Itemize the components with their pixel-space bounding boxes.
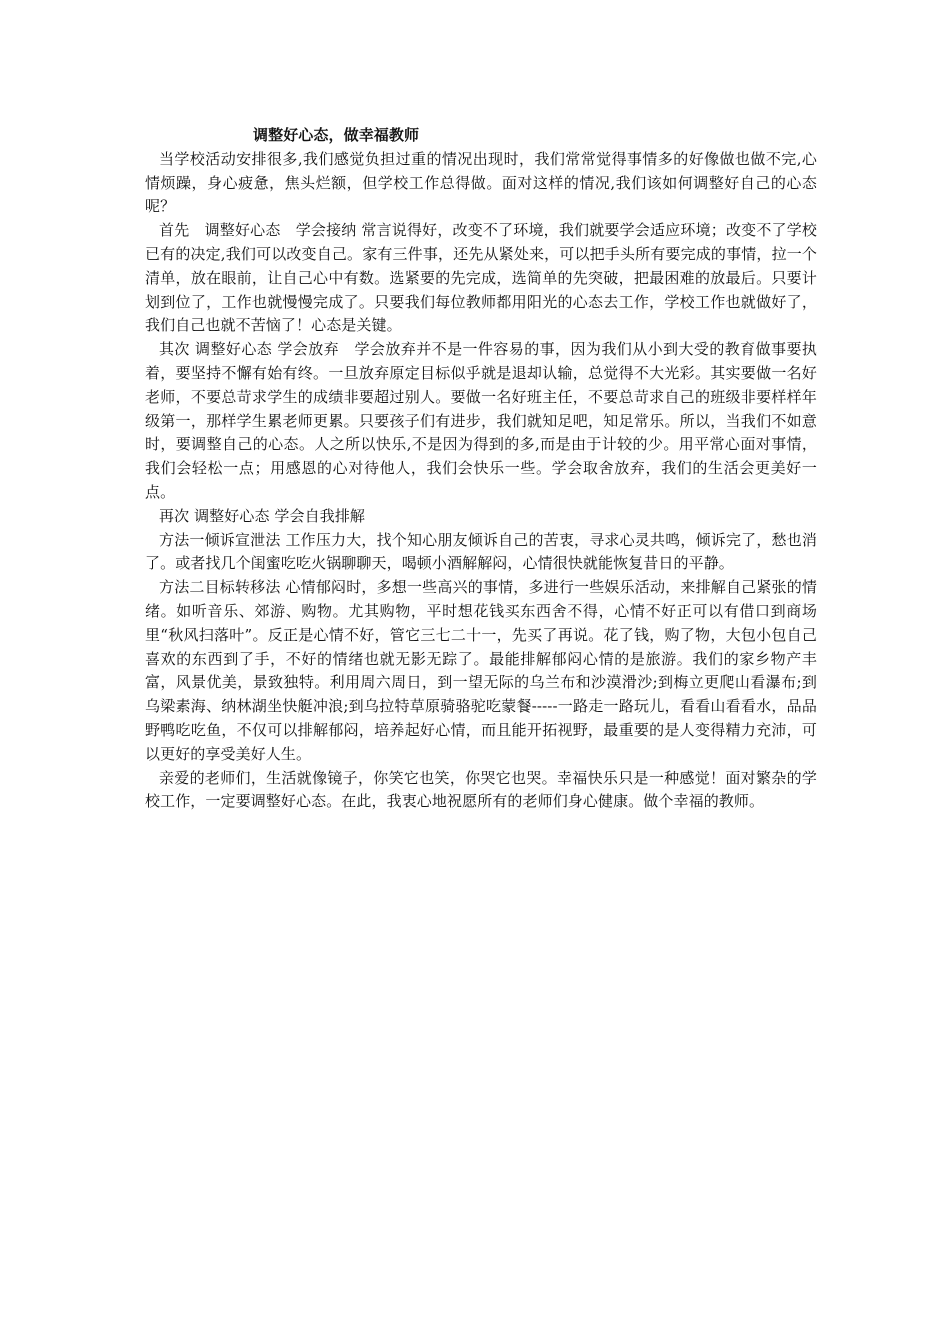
paragraph-method-one: 方法一倾诉宣泄法 工作压力大，找个知心朋友倾诉自己的苦衷，寻求心灵共鸣，倾诉完了，愁也消了。或者找几个闺蜜吃吃火锅聊聊天，喝顿小酒解解闷，心情很快就能恢复昔日的平静。 [145,530,817,573]
paragraph-intro: 当学校活动安排很多,我们感觉负担过重的情况出现时，我们常常觉得事情多的好像做也做不完,心情烦躁，身心疲惫，焦头烂额，但学校工作总得做。面对这样的情况,我们该如何调整好自己的心态呢？ [145,149,817,216]
document-title: 调整好心态，做幸福教师 [253,126,420,144]
paragraph-method-two: 方法二目标转移法 心情郁闷时，多想一些高兴的事情，多进行一些娱乐活动，来排解自己紧张的情绪。如听音乐、郊游、购物。尤其购物，平时想花钱买东西舍不得，心情不好正可以有借口到商场里“秋风扫落叶”。反正是心情不好，管它三七二十一，先买了再说。花了钱，购了物，大包小包自己喜欢的东西到了手，不好的情绪也就无影无踪了。最能排解郁闷心情的是旅游。我们的家乡物产丰富，风景优美，景致独特。利用周六周日，到一望无际的乌兰布和沙漠滑沙;到梅立更爬山看瀑布;到乌梁素海、纳林湖坐快艇冲浪;到乌拉特草原骑骆驼吃蒙餐-----一路走一路玩儿，看看山看看水，品品野鸭吃吃鱼，不仅可以排解郁闷，培养起好心情，而且能开拓视野，最重要的是人变得精力充沛，可以更好的享受美好人生。 [145,578,817,763]
document-body [145,124,817,814]
paragraph-third-heading: 再次 调整好心态 学会自我排解 [159,506,366,525]
paragraph-closing: 亲爱的老师们，生活就像镜子，你笑它也笑，你哭它也哭。幸福快乐只是一种感觉！面对繁杂的学校工作，一定要调整好心态。在此，我衷心地祝愿所有的老师们身心健康。做个幸福的教师。 [145,768,817,811]
paragraph-first-accept: 首先 调整好心态 学会接纳 常言说得好，改变不了环境，我们就要学会适应环境；改变不了学校已有的决定,我们可以改变自己。家有三件事，还先从紧处来，可以把手头所有要完成的事情，拉一个清单，放在眼前，让自己心中有数。选紧要的先完成，选简单的先突破，把最困难的放最后。只要计划到位了，工作也就慢慢完成了。只要我们每位教师都用阳光的心态去工作，学校工作也就做好了，我们自己也就不苦恼了！心态是关键。 [145,221,817,335]
paragraph-second-let-go: 其次 调整好心态 学会放弃 学会放弃并不是一件容易的事，因为我们从小到大受的教育做事要执着，要坚持不懈有始有终。一旦放弃原定目标似乎就是退却认输，总觉得不大光彩。其实要做一名好老师，不要总苛求学生的成绩非要超过别人。要做一名好班主任，不要总苛求自己的班级非要样样年级第一，那样学生累老师更累。只要孩子们有进步，我们就知足吧，知足常乐。所以，当我们不如意时，要调整自己的心态。人之所以快乐,不是因为得到的多,而是由于计较的少。用平常心面对事情，我们会轻松一点；用感恩的心对待他人，我们会快乐一些。学会取舍放弃，我们的生活会更美好一点。 [145,340,817,501]
